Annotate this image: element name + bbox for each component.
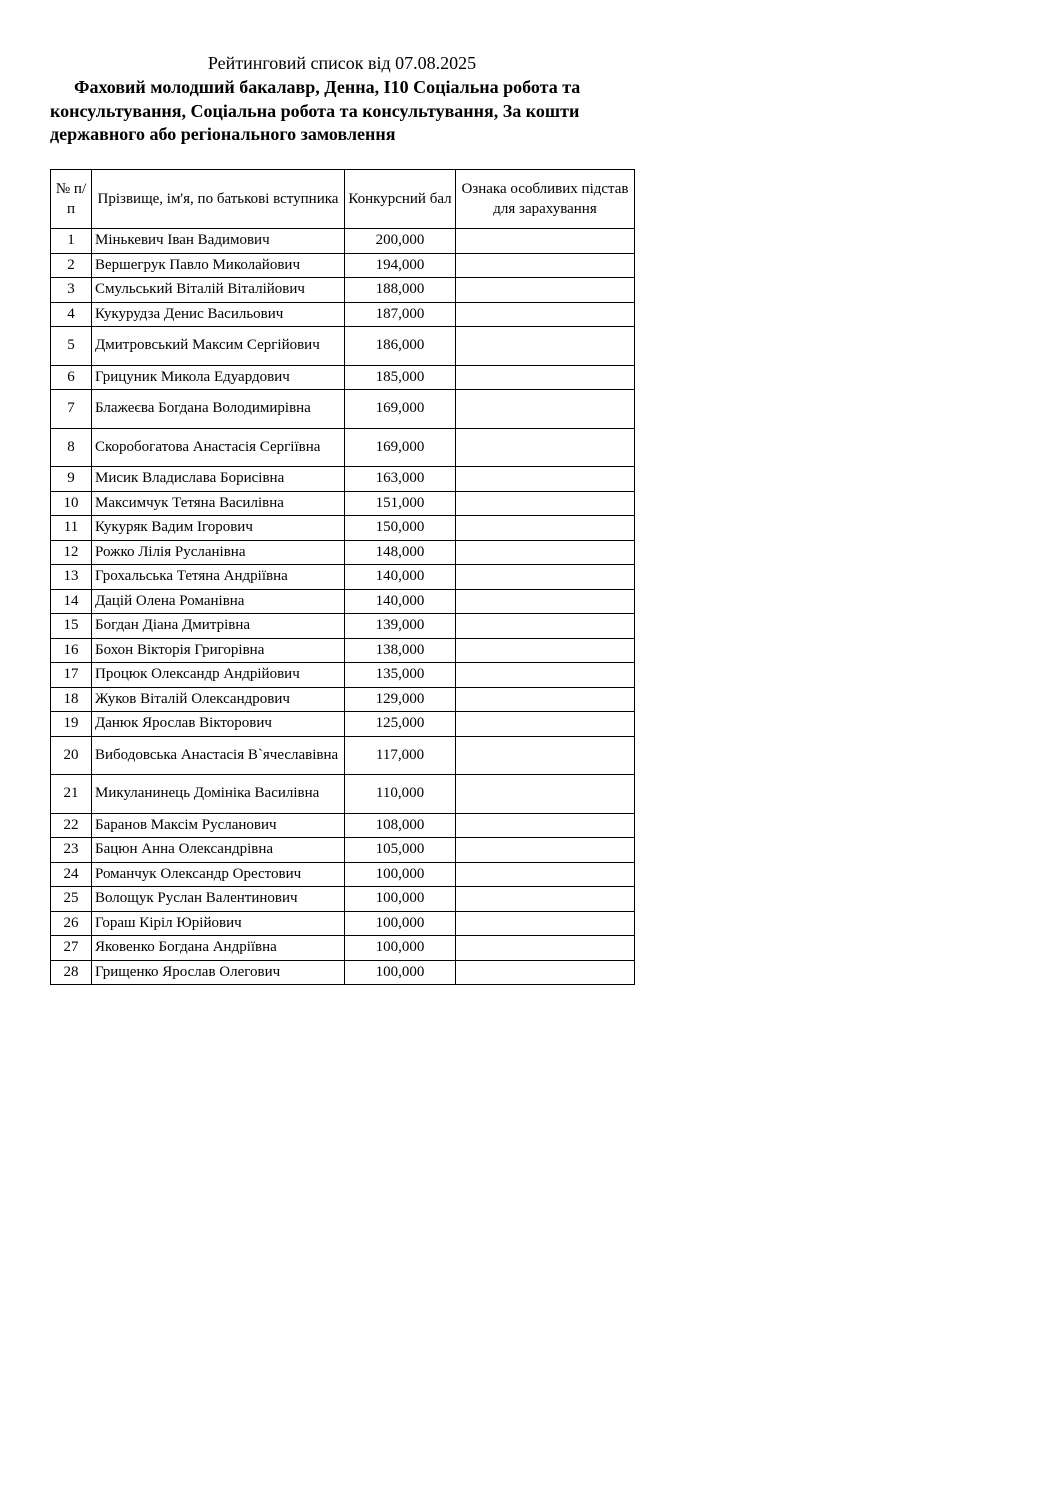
competitive-score: 100,000 xyxy=(345,887,456,912)
applicant-name: Бацюн Анна Олександрівна xyxy=(92,838,345,863)
rating-table xyxy=(50,169,635,985)
special-grounds-mark xyxy=(456,775,635,814)
competitive-score: 187,000 xyxy=(345,302,456,327)
row-number: 20 xyxy=(51,736,92,775)
competitive-score: 140,000 xyxy=(345,589,456,614)
table-row xyxy=(51,712,635,737)
competitive-score: 150,000 xyxy=(345,516,456,541)
table-row xyxy=(51,540,635,565)
competitive-score: 138,000 xyxy=(345,638,456,663)
row-number: 11 xyxy=(51,516,92,541)
list-subtitle: Фаховий молодший бакалавр, Денна, I10 Соціальна робота та консультування, Соціальна робота та консультування, За кошти державного або регіонального замовлення xyxy=(50,77,581,144)
applicant-name: Грохальська Тетяна Андріївна xyxy=(92,565,345,590)
table-row xyxy=(51,278,635,303)
row-number: 28 xyxy=(51,960,92,985)
applicant-name: Грицуник Микола Едуардович xyxy=(92,365,345,390)
special-grounds-mark xyxy=(456,887,635,912)
row-number: 21 xyxy=(51,775,92,814)
header-number: № п/п xyxy=(51,170,92,229)
row-number: 2 xyxy=(51,253,92,278)
special-grounds-mark xyxy=(456,516,635,541)
table-row xyxy=(51,302,635,327)
competitive-score: 108,000 xyxy=(345,813,456,838)
applicant-name: Богдан Діана Дмитрівна xyxy=(92,614,345,639)
table-row xyxy=(51,736,635,775)
row-number: 1 xyxy=(51,229,92,254)
row-number: 22 xyxy=(51,813,92,838)
table-row xyxy=(51,687,635,712)
table-row xyxy=(51,775,635,814)
competitive-score: 100,000 xyxy=(345,862,456,887)
applicant-name: Романчук Олександр Орестович xyxy=(92,862,345,887)
table-row xyxy=(51,467,635,492)
row-number: 13 xyxy=(51,565,92,590)
competitive-score: 169,000 xyxy=(345,390,456,429)
special-grounds-mark xyxy=(456,614,635,639)
table-row xyxy=(51,887,635,912)
special-grounds-mark xyxy=(456,467,635,492)
row-number: 7 xyxy=(51,390,92,429)
competitive-score: 129,000 xyxy=(345,687,456,712)
competitive-score: 135,000 xyxy=(345,663,456,688)
competitive-score: 185,000 xyxy=(345,365,456,390)
page-title: Рейтинговий список від 07.08.2025 xyxy=(207,53,477,73)
special-grounds-mark xyxy=(456,229,635,254)
special-grounds-mark xyxy=(456,327,635,366)
special-grounds-mark xyxy=(456,911,635,936)
special-grounds-mark xyxy=(456,712,635,737)
table-row xyxy=(51,365,635,390)
table-row xyxy=(51,838,635,863)
table-row xyxy=(51,428,635,467)
table-row xyxy=(51,862,635,887)
competitive-score: 200,000 xyxy=(345,229,456,254)
applicant-name: Мисик Владислава Борисівна xyxy=(92,467,345,492)
row-number: 6 xyxy=(51,365,92,390)
applicant-name: Бохон Вікторія Григорівна xyxy=(92,638,345,663)
special-grounds-mark xyxy=(456,663,635,688)
competitive-score: 139,000 xyxy=(345,614,456,639)
row-number: 23 xyxy=(51,838,92,863)
competitive-score: 100,000 xyxy=(345,936,456,961)
row-number: 27 xyxy=(51,936,92,961)
row-number: 9 xyxy=(51,467,92,492)
rating-table-body xyxy=(51,229,635,985)
competitive-score: 125,000 xyxy=(345,712,456,737)
row-number: 16 xyxy=(51,638,92,663)
competitive-score: 100,000 xyxy=(345,960,456,985)
competitive-score: 100,000 xyxy=(345,911,456,936)
special-grounds-mark xyxy=(456,540,635,565)
header-score: Конкурсний бал xyxy=(345,170,456,229)
competitive-score: 140,000 xyxy=(345,565,456,590)
row-number: 18 xyxy=(51,687,92,712)
applicant-name: Рожко Лілія Русланівна xyxy=(92,540,345,565)
applicant-name: Кукурудза Денис Васильович xyxy=(92,302,345,327)
special-grounds-mark xyxy=(456,428,635,467)
row-number: 3 xyxy=(51,278,92,303)
competitive-score: 188,000 xyxy=(345,278,456,303)
competitive-score: 169,000 xyxy=(345,428,456,467)
table-row xyxy=(51,638,635,663)
row-number: 17 xyxy=(51,663,92,688)
applicant-name: Кукуряк Вадим Ігорович xyxy=(92,516,345,541)
table-row xyxy=(51,589,635,614)
competitive-score: 117,000 xyxy=(345,736,456,775)
table-row xyxy=(51,663,635,688)
table-header-row xyxy=(51,170,635,229)
applicant-name: Волощук Руслан Валентинович xyxy=(92,887,345,912)
special-grounds-mark xyxy=(456,565,635,590)
table-row xyxy=(51,614,635,639)
row-number: 5 xyxy=(51,327,92,366)
table-row xyxy=(51,390,635,429)
applicant-name: Гораш Кіріл Юрійович xyxy=(92,911,345,936)
table-row xyxy=(51,253,635,278)
table-row xyxy=(51,327,635,366)
special-grounds-mark xyxy=(456,687,635,712)
special-grounds-mark xyxy=(456,862,635,887)
applicant-name: Баранов Максім Русланович xyxy=(92,813,345,838)
table-row xyxy=(51,960,635,985)
row-number: 19 xyxy=(51,712,92,737)
applicant-name: Жуков Віталій Олександрович xyxy=(92,687,345,712)
competitive-score: 110,000 xyxy=(345,775,456,814)
competitive-score: 105,000 xyxy=(345,838,456,863)
special-grounds-mark xyxy=(456,638,635,663)
special-grounds-mark xyxy=(456,589,635,614)
row-number: 15 xyxy=(51,614,92,639)
special-grounds-mark xyxy=(456,960,635,985)
applicant-name: Вершегрук Павло Миколайович xyxy=(92,253,345,278)
row-number: 25 xyxy=(51,887,92,912)
special-grounds-mark xyxy=(456,278,635,303)
competitive-score: 148,000 xyxy=(345,540,456,565)
competitive-score: 151,000 xyxy=(345,491,456,516)
header-special-grounds: Ознака особливих підстав для зарахування xyxy=(456,170,635,229)
special-grounds-mark xyxy=(456,365,635,390)
applicant-name: Микуланинець Домініка Василівна xyxy=(92,775,345,814)
row-number: 4 xyxy=(51,302,92,327)
competitive-score: 186,000 xyxy=(345,327,456,366)
applicant-name: Грищенко Ярослав Олегович xyxy=(92,960,345,985)
applicant-name: Дацій Олена Романівна xyxy=(92,589,345,614)
competitive-score: 163,000 xyxy=(345,467,456,492)
special-grounds-mark xyxy=(456,491,635,516)
header-name: Прізвище, ім'я, по батькові вступника xyxy=(92,170,345,229)
applicant-name: Скоробогатова Анастасія Сергіївна xyxy=(92,428,345,467)
table-row xyxy=(51,911,635,936)
table-row xyxy=(51,936,635,961)
row-number: 14 xyxy=(51,589,92,614)
applicant-name: Смульський Віталій Віталійович xyxy=(92,278,345,303)
special-grounds-mark xyxy=(456,253,635,278)
special-grounds-mark xyxy=(456,936,635,961)
applicant-name: Максимчук Тетяна Василівна xyxy=(92,491,345,516)
row-number: 12 xyxy=(51,540,92,565)
table-row xyxy=(51,491,635,516)
table-row xyxy=(51,565,635,590)
special-grounds-mark xyxy=(456,813,635,838)
applicant-name: Мінькевич Іван Вадимович xyxy=(92,229,345,254)
applicant-name: Дмитровський Максим Сергійович xyxy=(92,327,345,366)
special-grounds-mark xyxy=(456,838,635,863)
special-grounds-mark xyxy=(456,390,635,429)
applicant-name: Данюк Ярослав Вікторович xyxy=(92,712,345,737)
special-grounds-mark xyxy=(456,736,635,775)
row-number: 26 xyxy=(51,911,92,936)
table-row xyxy=(51,229,635,254)
table-row xyxy=(51,813,635,838)
special-grounds-mark xyxy=(456,302,635,327)
applicant-name: Яковенко Богдана Андріївна xyxy=(92,936,345,961)
applicant-name: Процюк Олександр Андрійович xyxy=(92,663,345,688)
row-number: 10 xyxy=(51,491,92,516)
applicant-name: Вибодовська Анастасія В`ячеславівна xyxy=(92,736,345,775)
row-number: 24 xyxy=(51,862,92,887)
applicant-name: Блажеєва Богдана Володимирівна xyxy=(92,390,345,429)
competitive-score: 194,000 xyxy=(345,253,456,278)
row-number: 8 xyxy=(51,428,92,467)
table-row xyxy=(51,516,635,541)
